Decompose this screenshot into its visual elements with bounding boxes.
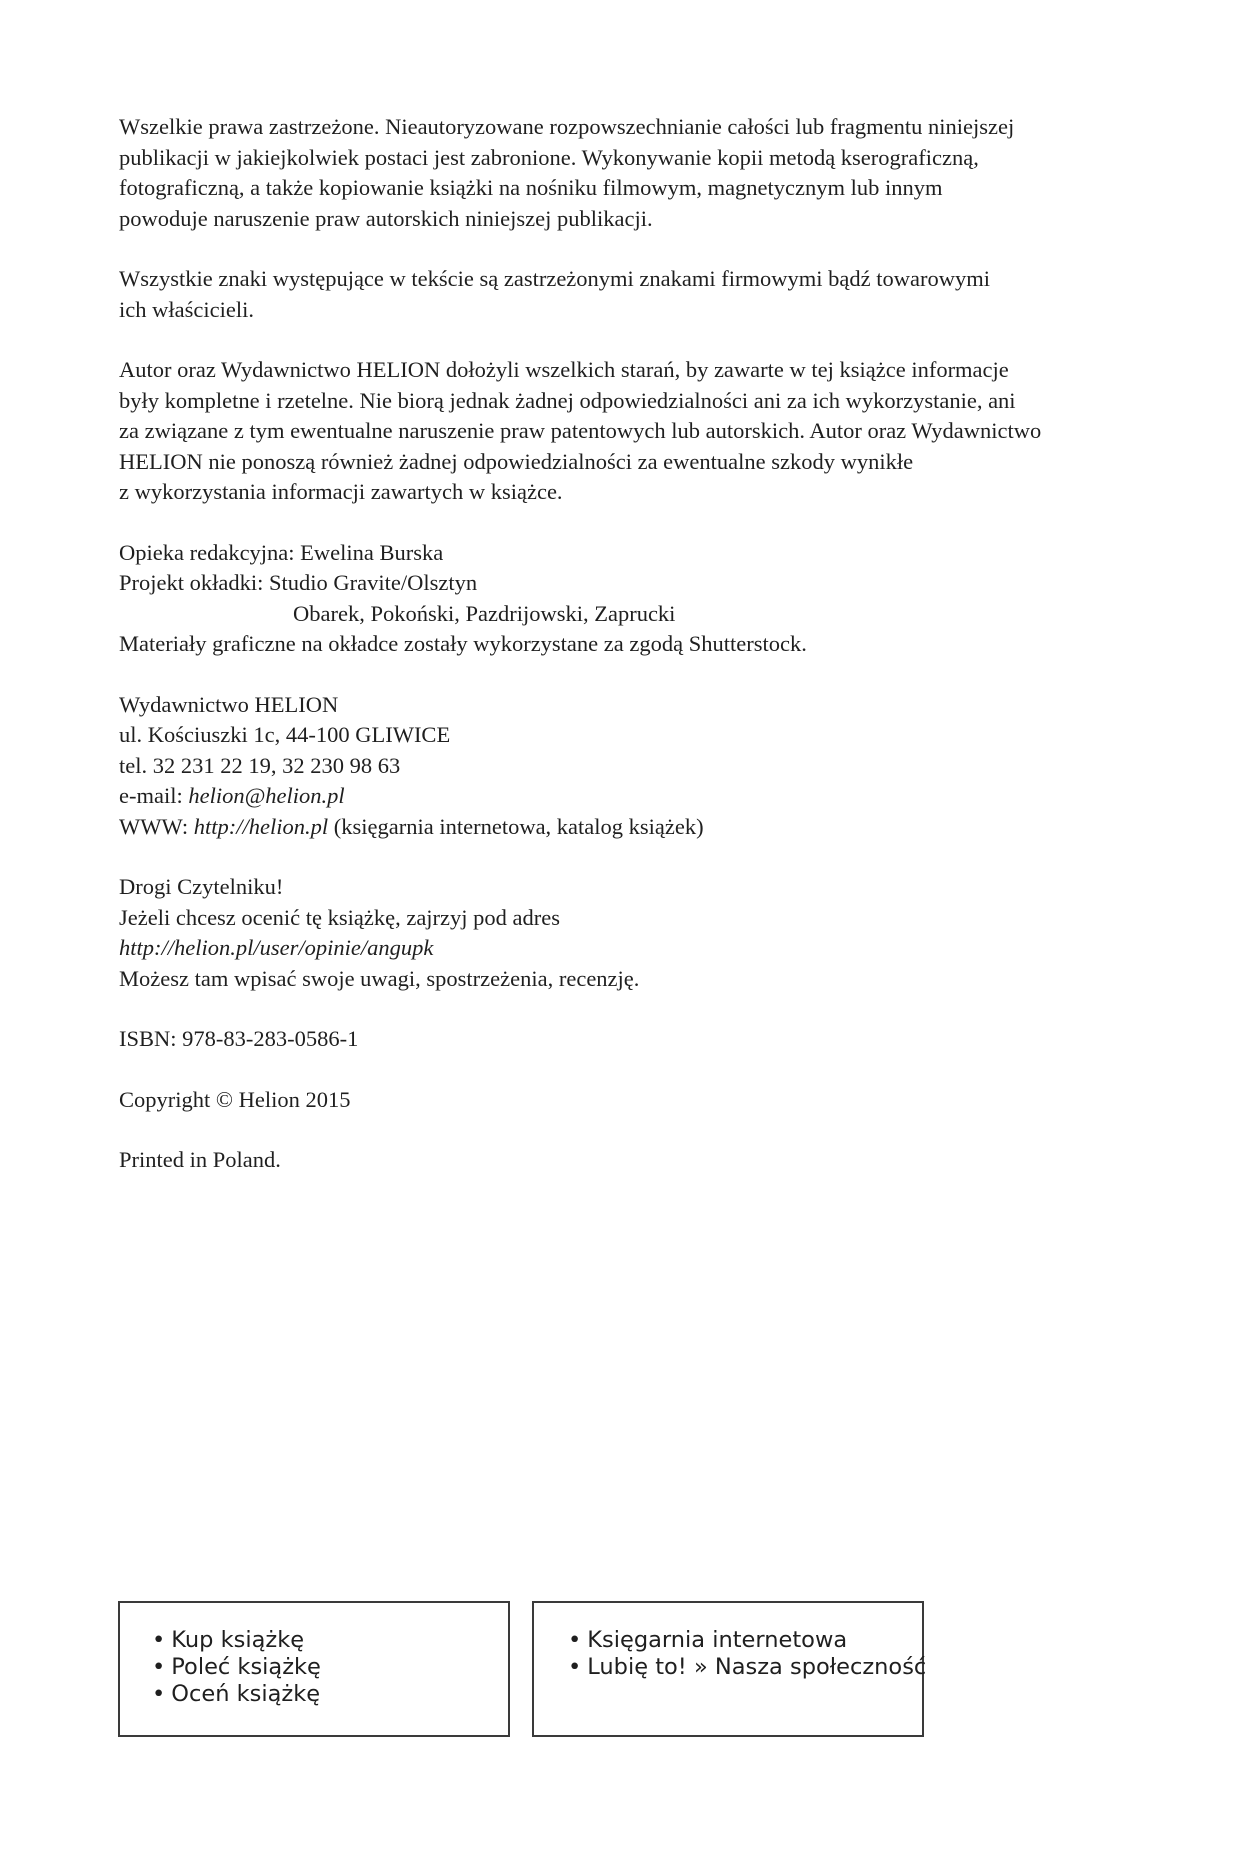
bullet-icon: • bbox=[152, 1681, 166, 1707]
graphics-credit: Materiały graficzne na okładce zostały wykorzystane za zgodą Shutterstock. bbox=[119, 631, 807, 656]
email-link[interactable]: helion@helion.pl bbox=[188, 783, 345, 808]
trademarks-line: ich właścicieli. bbox=[119, 296, 254, 322]
rights-line: Wszelkie prawa zastrzeżone. Nieautoryzowane rozpowszechnianie całości lub fragmentu niniejszej bbox=[119, 114, 1015, 139]
cover-credit-names: Obarek, Pokoński, Pazdrijowski, Zaprucki bbox=[293, 600, 676, 626]
cover-credit: Projekt okładki: Studio Gravite/Olsztyn bbox=[119, 570, 478, 595]
copyright-notice: Copyright © Helion 2015 bbox=[119, 1086, 351, 1112]
online-bookstore-link[interactable] bbox=[568, 1627, 922, 1654]
rights-paragraph bbox=[119, 112, 1149, 234]
disclaimer-line: były kompletne i rzetelne. Nie biorą jednak żadnej odpowiedzialności ani za ich wykorzystanie, ani bbox=[119, 387, 1016, 413]
buy-book-link[interactable] bbox=[152, 1627, 508, 1654]
bullet-icon: • bbox=[152, 1654, 166, 1680]
disclaimer-line: HELION nie ponoszą również żadnej odpowiedzialności za ewentualne szkody wynikłe bbox=[119, 448, 914, 474]
rate-book-label: Oceń książkę bbox=[171, 1681, 321, 1707]
buy-book-label: Kup książkę bbox=[171, 1627, 305, 1653]
email-label: e-mail: bbox=[119, 783, 189, 808]
recommend-book-label: Poleć książkę bbox=[171, 1654, 321, 1680]
publisher-phone: tel. 32 231 22 19, 32 230 98 63 bbox=[119, 752, 401, 778]
www-label: WWW: bbox=[119, 813, 194, 839]
publisher-block bbox=[119, 690, 1149, 843]
reader-block bbox=[119, 872, 1149, 994]
www-link[interactable]: http://helion.pl bbox=[193, 813, 329, 839]
trademarks-paragraph bbox=[119, 264, 1149, 325]
community-label: Lubię to! » Nasza społeczność bbox=[587, 1654, 927, 1680]
www-note: (księgarnia internetowa, katalog książek) bbox=[328, 813, 704, 839]
credits-block bbox=[119, 538, 1149, 660]
publisher-email-line bbox=[119, 781, 1149, 812]
community-link[interactable] bbox=[568, 1654, 927, 1681]
isbn-block bbox=[119, 1024, 1149, 1055]
reader-prompt: Jeżeli chcesz ocenić tę książkę, zajrzyj pod adres bbox=[119, 904, 561, 930]
editor-credit: Opieka redakcyjna: Ewelina Burska bbox=[119, 539, 444, 565]
reader-note: Możesz tam wpisać swoje uwagi, spostrzeżenia, recenzję. bbox=[119, 965, 640, 991]
reader-greeting: Drogi Czytelniku! bbox=[119, 874, 284, 899]
disclaimer-line: z wykorzystania informacji zawartych w książce. bbox=[119, 479, 563, 504]
disclaimer-line: Autor oraz Wydawnictwo HELION dołożyli wszelkich starań, by zawarte w tej książce informacje bbox=[119, 357, 1009, 382]
review-link[interactable] bbox=[119, 933, 1149, 964]
community-links-list bbox=[534, 1603, 927, 1681]
rights-line: publikacji w jakiejkolwiek postaci jest zabronione. Wykonywanie kopii metodą kserograficzną, bbox=[119, 144, 979, 170]
rights-line: fotograficzną, a także kopiowanie książki na nośniku filmowym, magnetycznym lub innym bbox=[119, 175, 943, 200]
publisher-name: Wydawnictwo HELION bbox=[119, 691, 339, 717]
disclaimer-line: za związane z tym ewentualne naruszenie praw patentowych lub autorskich. Autor oraz Wydawnictwo bbox=[119, 418, 1042, 443]
bullet-icon: • bbox=[568, 1627, 582, 1653]
bullet-icon: • bbox=[568, 1654, 582, 1680]
online-bookstore-label: Księgarnia internetowa bbox=[587, 1627, 848, 1653]
trademarks-line: Wszystkie znaki występujące w tekście są zastrzeżonymi znakami firmowymi bądź towarowymi bbox=[119, 266, 990, 291]
rights-line: powoduje naruszenie praw autorskich niniejszej publikacji. bbox=[119, 205, 653, 231]
printed-in: Printed in Poland. bbox=[119, 1147, 281, 1172]
bullet-icon: • bbox=[152, 1627, 166, 1653]
copyright-page bbox=[119, 112, 1149, 1206]
community-links-box bbox=[532, 1601, 927, 1737]
rate-book-link[interactable] bbox=[152, 1681, 508, 1708]
book-actions-list bbox=[120, 1603, 508, 1708]
book-actions-box bbox=[118, 1601, 510, 1737]
copyright-block bbox=[119, 1085, 1149, 1116]
recommend-book-link[interactable] bbox=[152, 1654, 508, 1681]
publisher-address: ul. Kościuszki 1c, 44-100 GLIWICE bbox=[119, 722, 451, 747]
publisher-www-line bbox=[119, 812, 1149, 843]
isbn: ISBN: 978-83-283-0586-1 bbox=[119, 1026, 359, 1051]
review-url[interactable]: http://helion.pl/user/opinie/angupk bbox=[119, 935, 434, 960]
printed-block bbox=[119, 1145, 1149, 1176]
disclaimer-paragraph bbox=[119, 355, 1149, 508]
